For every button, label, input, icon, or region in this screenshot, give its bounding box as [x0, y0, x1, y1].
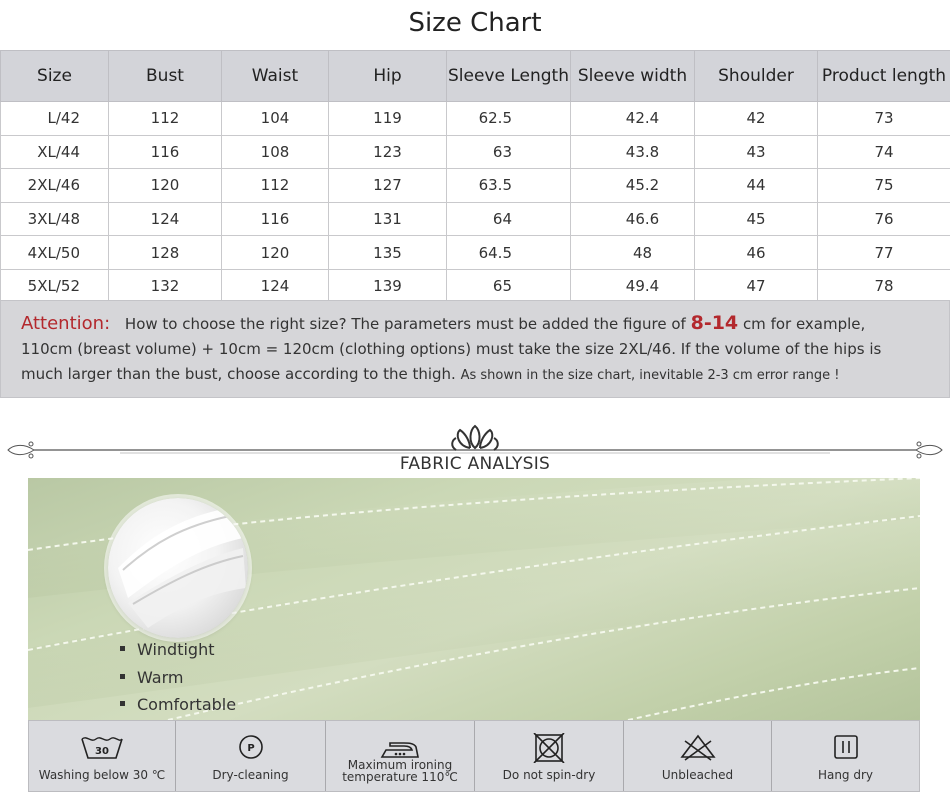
cell-waist: 108	[222, 135, 329, 169]
care-label-ironing-line2: temperature 110℃	[342, 770, 458, 784]
cell-product-length: 74	[818, 135, 950, 169]
care-label-wash: Washing below 30 ℃	[38, 768, 166, 782]
attention-text-before: How to choose the right size? The parameters must be added the figure of	[124, 315, 686, 333]
table-row	[1, 102, 950, 136]
cell-sleeve-width: 48	[571, 236, 695, 270]
cell-size: XL/44	[1, 135, 109, 169]
cell-waist: 104	[222, 102, 329, 136]
cell-product-length: 73	[818, 102, 950, 136]
header-waist: Waist	[222, 51, 329, 102]
bullet-icon	[120, 674, 125, 679]
cell-sleeve-length: 65	[447, 269, 571, 303]
cell-hip: 135	[329, 236, 447, 270]
cell-bust: 120	[109, 169, 222, 203]
cell-shoulder: 43	[695, 135, 818, 169]
fabric-analysis-title: FABRIC ANALYSIS	[399, 454, 551, 474]
bullet-icon	[120, 701, 125, 706]
header-hip: Hip	[329, 51, 447, 102]
cell-sleeve-width: 43.8	[571, 135, 695, 169]
cell-bust: 112	[109, 102, 222, 136]
cell-hip: 139	[329, 269, 447, 303]
cell-sleeve-length: 63.5	[447, 169, 571, 203]
svg-text:P: P	[246, 743, 255, 754]
cell-sleeve-length: 63	[447, 135, 571, 169]
cell-hip: 127	[329, 169, 447, 203]
fabric-features-list	[120, 636, 236, 719]
cell-waist: 120	[222, 236, 329, 270]
cell-bust: 124	[109, 202, 222, 236]
dry-clean-p-icon	[237, 733, 265, 761]
cell-size: 2XL/46	[1, 169, 109, 203]
attention-line-3-text: much larger than the bust, choose according to the thigh.	[21, 365, 456, 383]
cell-sleeve-length: 62.5	[447, 102, 571, 136]
cell-product-length: 75	[818, 169, 950, 203]
cell-size: 5XL/52	[1, 269, 109, 303]
cell-hip: 119	[329, 102, 447, 136]
cell-sleeve-length: 64	[447, 202, 571, 236]
cell-product-length: 76	[818, 202, 950, 236]
table-header-row	[1, 51, 950, 102]
cell-hip: 131	[329, 202, 447, 236]
cell-shoulder: 42	[695, 102, 818, 136]
attention-range: 8-14	[690, 312, 739, 334]
care-label-unbleached: Unbleached	[661, 768, 734, 782]
cell-waist: 116	[222, 202, 329, 236]
care-label-no-spin: Do not spin-dry	[502, 768, 596, 782]
cell-bust: 128	[109, 236, 222, 270]
feature-label: Windtight	[137, 640, 215, 659]
iron-icon	[378, 733, 422, 761]
attention-error-note: As shown in the size chart, inevitable 2-3 cm error range !	[460, 368, 840, 383]
care-item-no-spin	[475, 721, 624, 791]
header-bust: Bust	[109, 51, 222, 102]
list-item	[120, 664, 236, 692]
cell-shoulder: 46	[695, 236, 818, 270]
cell-waist: 112	[222, 169, 329, 203]
cell-sleeve-length: 64.5	[447, 236, 571, 270]
fabric-photo	[28, 478, 920, 720]
cell-shoulder: 47	[695, 269, 818, 303]
table-row	[1, 269, 950, 303]
cell-product-length: 78	[818, 269, 950, 303]
attention-line-1	[21, 311, 937, 337]
svg-text:30: 30	[95, 746, 109, 757]
table-row	[1, 169, 950, 203]
cell-size: 3XL/48	[1, 202, 109, 236]
table-row	[1, 236, 950, 270]
care-label-dry-clean: Dry-cleaning	[212, 768, 289, 782]
care-item-wash	[29, 721, 176, 791]
list-item	[120, 691, 236, 719]
attention-text-after: cm for example,	[742, 315, 866, 333]
cell-sleeve-width: 49.4	[571, 269, 695, 303]
no-spin-dry-icon	[532, 733, 566, 763]
list-item	[120, 636, 236, 664]
care-label-ironing	[326, 759, 474, 783]
header-sleeve-length: Sleeve Length	[447, 51, 571, 102]
attention-line-2: 110cm (breast volume) + 10cm = 120cm (clothing options) must take the size 2XL/46. If the volume of the hips is	[21, 340, 882, 358]
cell-waist: 124	[222, 269, 329, 303]
cell-shoulder: 44	[695, 169, 818, 203]
table-row	[1, 135, 950, 169]
table-row	[1, 202, 950, 236]
cell-sleeve-width: 46.6	[571, 202, 695, 236]
crown-ornament-icon	[452, 426, 498, 450]
care-instructions-bar	[28, 720, 920, 792]
header-size: Size	[1, 51, 109, 102]
size-table	[0, 50, 950, 304]
care-item-ironing	[326, 721, 475, 791]
header-product-length: Product length	[818, 51, 950, 102]
attention-notice	[0, 300, 950, 398]
care-item-hang-dry	[772, 721, 919, 791]
cell-sleeve-width: 42.4	[571, 102, 695, 136]
bullet-icon	[120, 646, 125, 651]
no-bleach-icon	[679, 733, 717, 761]
header-shoulder: Shoulder	[695, 51, 818, 102]
hang-dry-icon	[832, 733, 860, 761]
attention-label: Attention:	[21, 313, 111, 334]
header-sleeve-width: Sleeve width	[571, 51, 695, 102]
padding-closeup-image	[108, 498, 248, 638]
wash-30-icon	[79, 733, 125, 761]
cell-shoulder: 45	[695, 202, 818, 236]
attention-line-3	[21, 362, 937, 388]
cell-hip: 123	[329, 135, 447, 169]
care-label-ironing-line1: Maximum ironing	[347, 758, 453, 772]
care-item-unbleached	[624, 721, 772, 791]
cell-product-length: 77	[818, 236, 950, 270]
size-chart-title: Size Chart	[408, 8, 542, 38]
care-label-hang-dry: Hang dry	[817, 768, 874, 782]
cell-size: 4XL/50	[1, 236, 109, 270]
care-item-dry-clean	[176, 721, 326, 791]
feature-label: Comfortable	[137, 695, 237, 714]
cell-bust: 132	[109, 269, 222, 303]
cell-sleeve-width: 45.2	[571, 169, 695, 203]
cell-size: L/42	[1, 102, 109, 136]
cell-bust: 116	[109, 135, 222, 169]
feature-label: Warm	[137, 667, 184, 687]
